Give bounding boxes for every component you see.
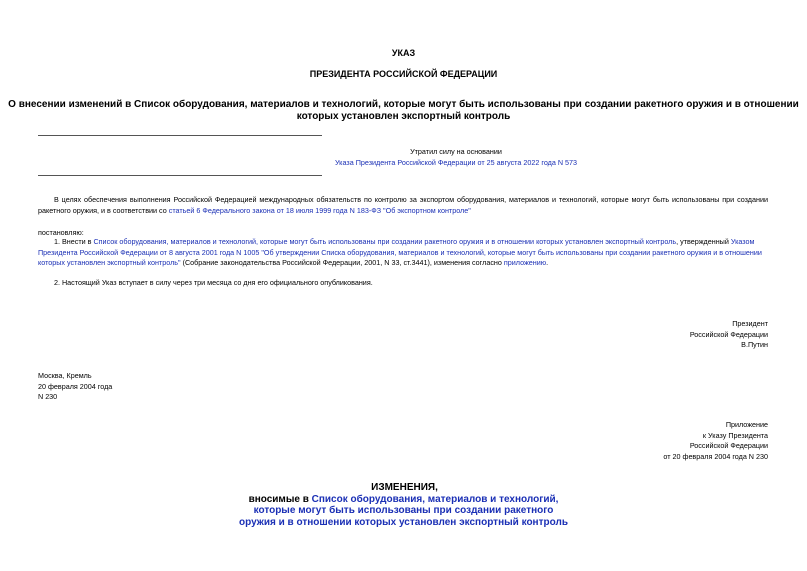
changes-line-1-text: вносимые в [248,493,312,505]
repeal-decree-link[interactable]: Указа Президента Российской Федерации от 25 августа 2022 года N 573 [334,157,578,167]
item-2-paragraph: 2. Настоящий Указ вступает в силу через три месяца со дня его официального опубликования. [54,278,373,287]
signature-block [568,319,768,351]
item-1-paragraph [38,237,770,269]
appendix-reference: к Указу Президента [702,430,768,440]
changes-list-link-3[interactable]: оружия и в отношении которых установлен экспортный контроль [239,516,568,528]
document-subject-line-2: которых установлен экспортный контроль [296,111,511,122]
changes-list-link-2[interactable]: которые могут быть использованы при создании ракетного [253,505,554,516]
item-1-line-2 [38,248,770,259]
status-text: Утратил силу на основании [410,147,502,156]
document-subject-line-1: О внесении изменений в Список оборудования, материалов и технологий, которые могут быть использованы при создании ракетного оружия и в отношении [8,99,799,110]
changes-line-1 [0,494,807,506]
export-control-law-link[interactable]: статьей 6 Федерального закона от 18 июля 1999 года N 183-ФЗ "Об экспортном контроле" [168,205,471,215]
item-1-suffix: (Собрание законодательства Российской Федерации, 2001, N 33, ст.3441), изменения согласно [180,258,504,267]
signature-name: В.Путин [741,340,768,349]
appendix-date: от 20 февраля 2004 года N 230 [663,451,768,461]
appendix-link[interactable]: приложению [503,258,547,267]
place-date-block [38,371,112,403]
decree-number: N 230 [38,392,58,401]
changes-title: ИЗМЕНЕНИЯ, [371,482,438,493]
signature-position: Президент [732,319,768,328]
date: 20 февраля 2004 года [38,381,113,391]
preamble-line-1: В целях обеспечения выполнения Российской Федерацией международных обязательств по контролю за экспортом оборудования, материалов и технологий, которые могут быть использованы при создании [54,195,768,204]
preamble-paragraph [38,195,768,216]
changes-block [0,482,807,528]
status-block [296,147,616,168]
appendix-block [568,420,768,462]
decree-1005-link-continued[interactable]: Президента Российской Федерации от 8 августа 2001 года N 1005 "Об утверждении Списка оборудования, материалов и технологий, которые могут быть использованы при создании ракетного оружия и в отношении [38,247,762,257]
signature-country: Российской Федерации [689,329,768,339]
item-1-line-1 [38,237,770,248]
separator-top [38,135,322,136]
item-1-mid: , утвержденный [676,237,731,246]
item-1-prefix: 1. Внести в [54,237,94,246]
changes-list-link[interactable]: Список оборудования, материалов и технологий, [311,493,559,505]
place: Москва, Кремль [38,371,92,380]
separator-bottom [38,175,322,176]
preamble-line-2 [38,206,768,217]
issuer-title: ПРЕЗИДЕНТА РОССИЙСКОЙ ФЕДЕРАЦИИ [309,69,498,79]
decree-1005-link[interactable]: Указом [730,237,755,246]
appendix-label: Приложение [725,420,768,429]
item-1-end: . [546,258,549,267]
appendix-country: Российской Федерации [689,441,768,450]
document-subject [0,99,807,123]
equipment-list-link[interactable]: Список оборудования, материалов и технологий, которые могут быть использованы при создании ракетного оружия и в отношении которых установлен экспортный контроль [93,237,677,246]
decree-1005-link-end[interactable]: которых установлен экспортный контроль" [38,258,181,267]
item-1-line-3 [38,258,770,269]
doc-type-title: УКАЗ [391,48,416,58]
decree-word: постановляю: [38,228,84,237]
preamble-line-2-text: ракетного оружия, и в соответствии со [38,205,169,215]
